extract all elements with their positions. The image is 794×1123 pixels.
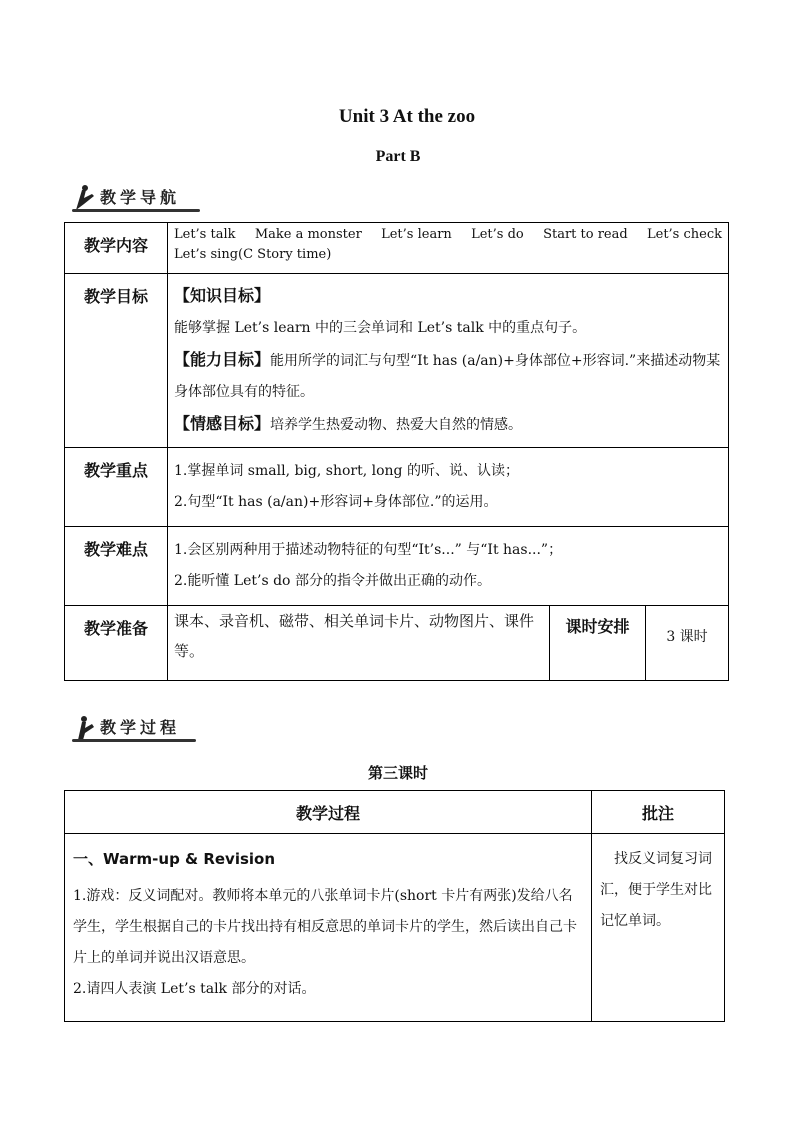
preparation-text: 课本、录音机、磁带、相关单词卡片、动物图片、课件等。 — [168, 606, 550, 681]
goal-knowledge-tag: 【知识目标】 — [174, 286, 271, 305]
difficult-points-label: 教学难点 — [65, 527, 168, 606]
figure-logo-icon — [72, 714, 98, 742]
table-row — [65, 606, 729, 681]
teaching-guide-banner — [72, 182, 200, 212]
teaching-process-banner — [72, 712, 196, 742]
goal-ability-tag: 【能力目标】 — [174, 350, 271, 369]
key-points-label: 教学重点 — [65, 448, 168, 527]
table-row — [65, 274, 729, 448]
table-row — [65, 527, 729, 606]
content-item: Make a monster — [254, 227, 362, 242]
table-header-row — [65, 791, 725, 834]
content-line-2: Let’s sing(C Story time) — [174, 247, 332, 262]
banner-underline — [72, 739, 196, 742]
table-row — [65, 223, 729, 274]
page-title: Unit 3 At the zoo — [338, 106, 476, 127]
difficult-point-1: 1.会区别两种用于描述动物特征的句型“It’s...” 与“It has...”； — [174, 542, 563, 558]
goal-ability-text: 能用所学的词汇与句型“It has (a/an)+身体部位+形容词.”来描述动物某身体部位具有的特征。 — [174, 353, 721, 400]
content-item: Let’s check — [647, 227, 722, 242]
page-subtitle: Part B — [375, 148, 421, 165]
content-item: Let’s talk — [174, 227, 236, 242]
difficult-point-2: 2.能听懂 Let’s do 部分的指令并做出正确的动作。 — [174, 573, 491, 589]
lesson-section-title: 第三课时 — [367, 764, 428, 782]
note-column-header: 批注 — [592, 791, 725, 834]
note-cell: 找反义词复习词汇，便于学生对比记忆单词。 — [592, 834, 725, 1022]
key-point-1: 1.掌握单词 small, big, short, long 的听、说、认读； — [174, 463, 519, 479]
process-column-header: 教学过程 — [65, 791, 592, 834]
goal-knowledge-text: 能够掌握 Let’s learn 中的三会单词和 Let’s talk 中的重点句子。 — [174, 320, 587, 336]
goals-label: 教学目标 — [65, 274, 168, 448]
teaching-process-label: 教学过程 — [100, 718, 181, 737]
step-item-2: 2.请四人表演 Let’s talk 部分的对话。 — [73, 981, 316, 997]
content-item: Let’s learn — [381, 227, 452, 242]
schedule-value: 3 课时 — [646, 606, 729, 681]
process-cell — [65, 834, 592, 1022]
goal-emotion-tag: 【情感目标】 — [174, 414, 271, 433]
table-row — [65, 448, 729, 527]
content-cell — [168, 223, 729, 274]
teaching-guide-label: 教学导航 — [100, 188, 181, 207]
schedule-label: 课时安排 — [550, 606, 646, 681]
step-item-1: 1.游戏：反义词配对。教师将本单元的八张单词卡片(short 卡片有两张)发给八名学生，学生根据自己的卡片找出持有相反意思的单词卡片的学生，然后读出自己卡片上的单词并说出汉语意思。 — [73, 888, 577, 966]
content-item: Start to read — [543, 227, 628, 242]
key-point-2: 2.句型“It has (a/an)+形容词+身体部位.”的运用。 — [174, 494, 498, 510]
banner-underline — [72, 209, 200, 212]
teaching-process-table — [64, 790, 725, 1022]
key-points-cell — [168, 448, 729, 527]
preparation-label: 教学准备 — [65, 606, 168, 681]
teaching-info-table — [64, 222, 729, 681]
goal-emotion-text: 培养学生热爱动物、热爱大自然的情感。 — [270, 417, 523, 433]
content-label: 教学内容 — [65, 223, 168, 274]
goals-cell — [168, 274, 729, 448]
table-row — [65, 834, 725, 1022]
difficult-points-cell — [168, 527, 729, 606]
figure-logo-icon — [72, 184, 98, 212]
content-item: Let’s do — [471, 227, 524, 242]
step-title: 一、Warm-up & Revision — [73, 850, 276, 868]
